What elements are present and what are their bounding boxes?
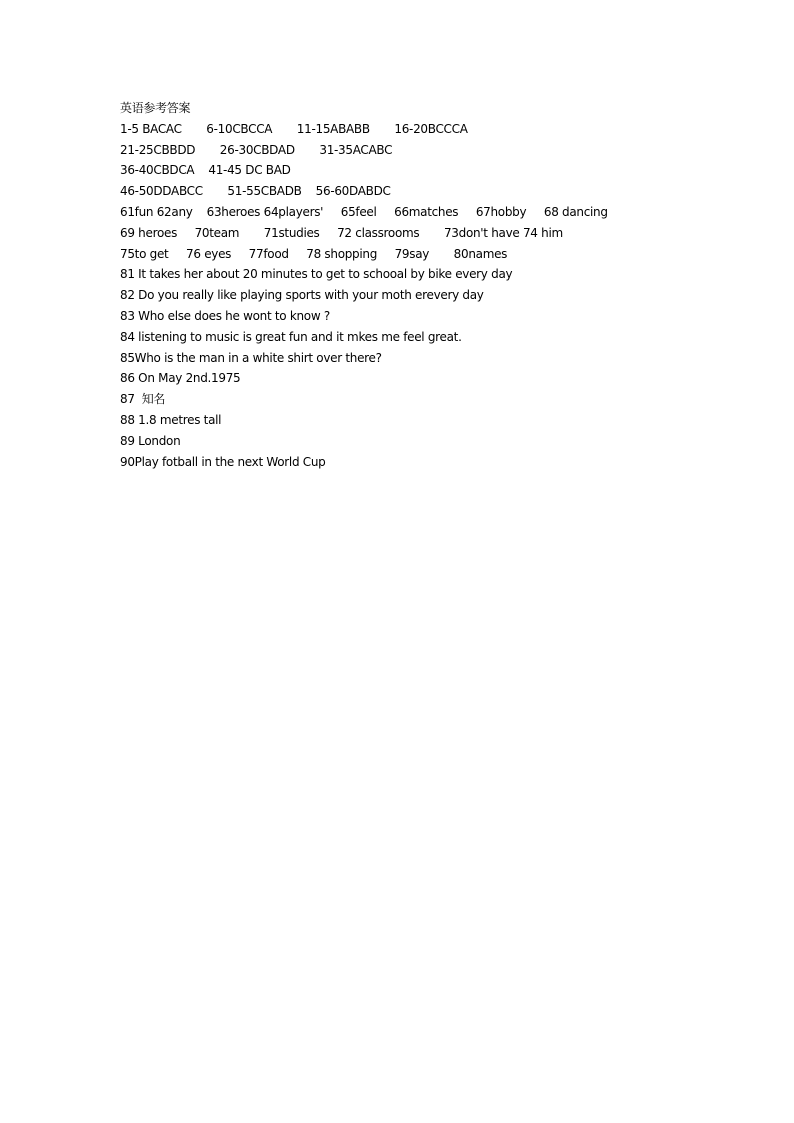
answer-line: 87 知名: [120, 392, 166, 407]
answer-line: 75to get 76 eyes 77food 78 shopping 79say 80names: [120, 246, 508, 261]
answer-line: 89 London: [120, 433, 181, 448]
answer-key: [120, 98, 740, 472]
answer-line: 1-5 BACAC 6-10CBCCA 11-15ABABB 16-20BCCCA: [120, 121, 468, 136]
answer-line: 84 listening to music is great fun and it mkes me feel great.: [120, 329, 462, 344]
answer-line: 21-25CBBDD 26-30CBDAD 31-35ACABC: [120, 142, 393, 157]
answer-line: 61fun 62any 63heroes 64players' 65feel 66matches 67hobby 68 dancing: [120, 204, 608, 219]
answer-line: 69 heroes 70team 71studies 72 classrooms 73don't have 74 him: [120, 225, 563, 240]
answer-line: 36-40CBDCA 41-45 DC BAD: [120, 163, 291, 178]
answer-line: 88 1.8 metres tall: [120, 412, 222, 427]
answer-line: 82 Do you really like playing sports with your moth erevery day: [120, 288, 484, 303]
answer-line: 85Who is the man in a white shirt over there?: [120, 350, 382, 365]
answer-line: 83 Who else does he wont to know ?: [120, 308, 330, 323]
answer-line: 46-50DDABCC 51-55CBADB 56-60DABDC: [120, 184, 391, 199]
answer-line: 90Play fotball in the next World Cup: [120, 454, 326, 469]
answer-line: 81 It takes her about 20 minutes to get to schooal by bike every day: [120, 267, 513, 282]
answer-key-title: 英语参考答案: [120, 101, 191, 115]
answer-line: 86 On May 2nd.1975: [120, 371, 241, 386]
